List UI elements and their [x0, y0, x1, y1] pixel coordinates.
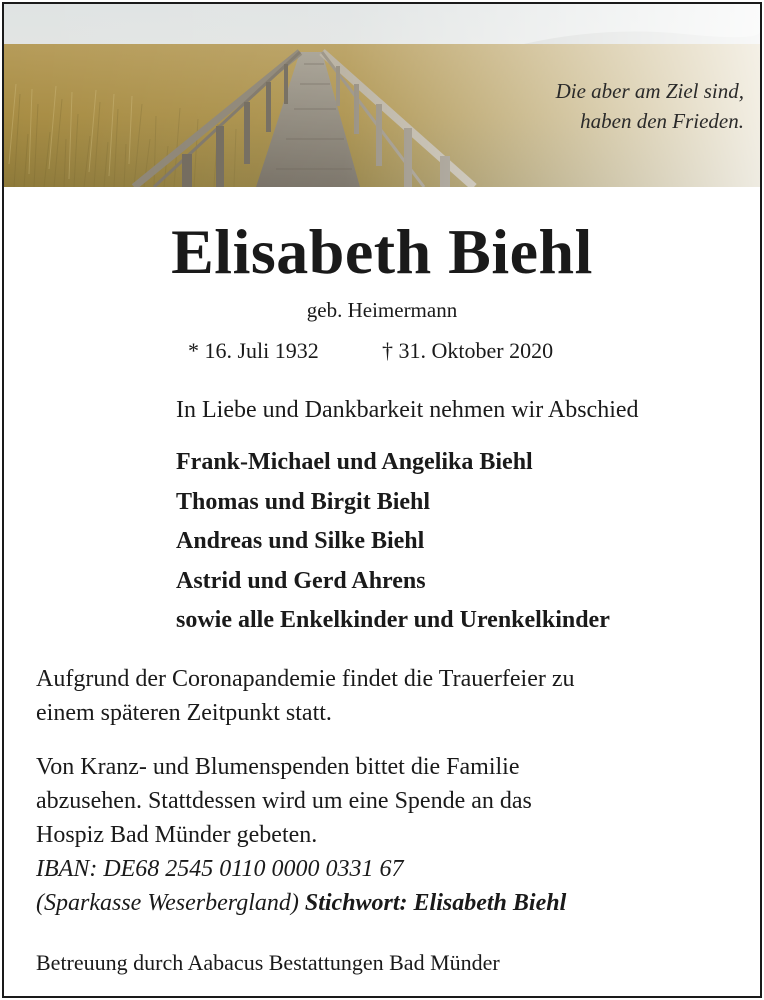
- mourner-item: sowie alle Enkelkinder und Urenkelkinder: [176, 607, 610, 633]
- farewell-line: In Liebe und Dankbarkeit nehmen wir Abschied: [176, 397, 639, 423]
- maiden-name: geb. Heimermann: [306, 298, 458, 322]
- notice-line-1: Aufgrund der Coronapandemie findet die Trauerfeier zu: [36, 666, 575, 692]
- quote-line-1: Die aber am Ziel sind,: [555, 79, 744, 103]
- deceased-name: Elisabeth Biehl: [171, 216, 593, 287]
- donation-request: [36, 750, 566, 920]
- mourners-list: [176, 443, 610, 641]
- memorial-quote: [556, 76, 744, 136]
- donation-line-1: Von Kranz- und Blumenspenden bittet die Familie: [36, 754, 520, 780]
- birth-date: * 16. Juli 1932: [188, 338, 319, 363]
- donation-keyword: Stichwort: Elisabeth Biehl: [304, 890, 567, 916]
- quote-line-2: haben den Frieden.: [580, 109, 744, 133]
- mourner-item: Frank-Michael und Angelika Biehl: [176, 449, 533, 475]
- donation-bank: (Sparkasse Weserbergland): [36, 890, 299, 916]
- mourner-item: Thomas und Birgit Biehl: [176, 488, 431, 515]
- donation-line-2: abzusehen. Stattdessen wird um eine Spende an das: [36, 788, 532, 814]
- mourner-item: Andreas und Silke Biehl: [176, 528, 425, 554]
- donation-line-3: Hospiz Bad Münder gebeten.: [36, 822, 318, 848]
- donation-iban: IBAN: DE68 2545 0110 0000 0331 67: [36, 856, 404, 882]
- death-date: † 31. Oktober 2020: [382, 338, 554, 363]
- funeral-home-credit: Betreuung durch Aabacus Bestattungen Bad Münder: [36, 950, 500, 975]
- mourner-item: Astrid und Gerd Ahrens: [176, 567, 426, 594]
- ceremony-notice: [36, 662, 575, 730]
- obituary-notice: [2, 2, 762, 998]
- notice-line-2: einem späteren Zeitpunkt statt.: [36, 700, 332, 726]
